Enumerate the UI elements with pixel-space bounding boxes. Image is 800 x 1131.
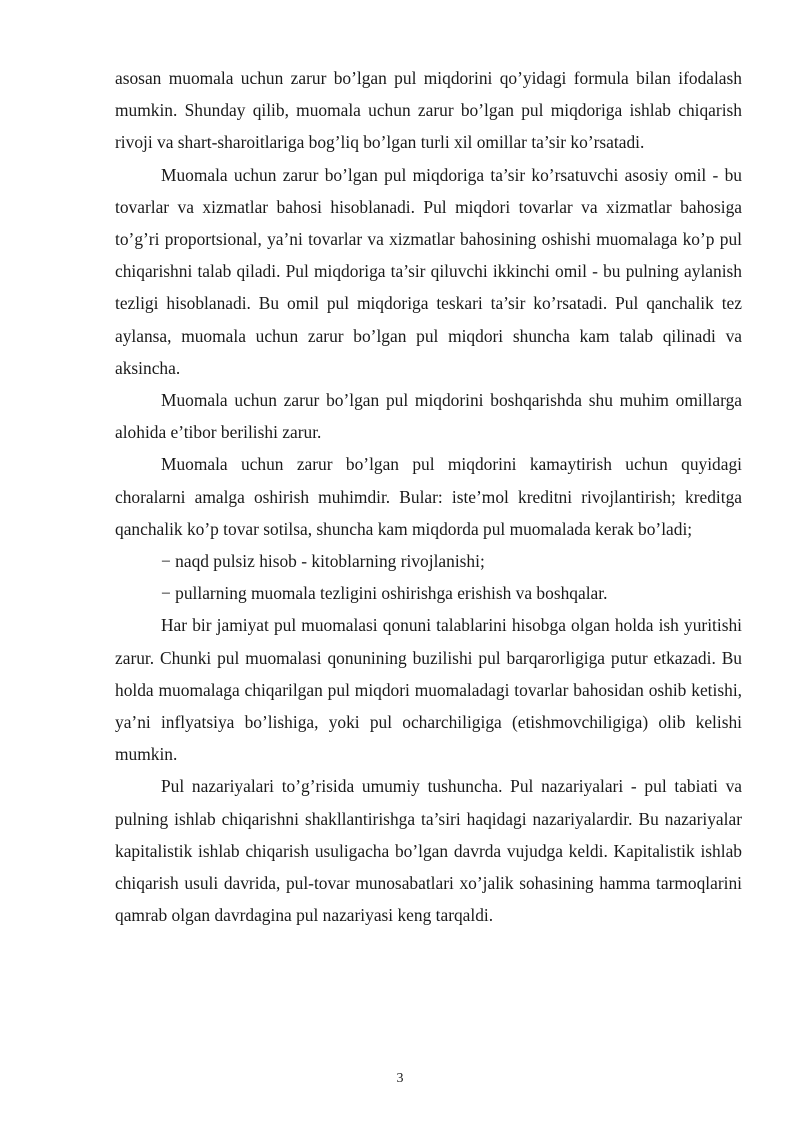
paragraph-1: asosan muomala uchun zarur bo’lgan pul miqdorini qo’yidagi formula bilan ifodalash mumkin. Shunday qilib, muomala uchun zarur bo’lgan pul miqdoriga ishlab chiqarish rivoji va shart-sharoitlariga bog’liq bo’lgan turli xil omillar ta’sir ko’rsatadi.	[115, 68, 742, 153]
paragraph-5: Har bir jamiyat pul muomalasi qonuni talablarini hisobga olgan holda ish yuritishi zarur. Chunki pul muomalasi qonunining buzilishi pul barqarorligiga putur etkazadi. Bu holda muomalaga chiqarilgan pul miqdori muomaladagi tovarlar bahosidan oshib ketishi, ya’ni inflyatsiya bo’lishiga, yoki pul ocharchiligiga (etishmovchiligiga) olib kelishi mumkin.	[115, 615, 742, 765]
list-item-2: − pullarning muomala tezligini oshirishga erishish va boshqalar.	[161, 583, 608, 604]
list-item-1: − naqd pulsiz hisob - kitoblarning rivojlanishi;	[161, 551, 485, 572]
paragraph-4: Muomala uchun zarur bo’lgan pul miqdorini kamaytirish uchun quyidagi choralarni amalga oshirish muhimdir. Bular: iste’mol kreditni rivojlantirish; kreditga qanchalik ko’p tovar sotilsa, shuncha kam miqdorda pul muomalada kerak bo’ladi;	[115, 454, 742, 539]
page-number: 3	[396, 1071, 404, 1086]
paragraph-6: Pul nazariyalari to’g’risida umumiy tushuncha. Pul nazariyalari - pul tabiati va pulning ishlab chiqarishni shakllantirishga ta’siri haqidagi nazariyalardir. Bu nazariyalar kapitalistik ishlab chiqarish usuligacha bo’lgan davrda vujudga keldi. Kapitalistik ishlab chiqarish usuli davrida, pul-tovar munosabatlari xo’jalik sohasining hamma tarmoqlarini qamrab olgan davrdagina pul nazariyasi keng tarqaldi.	[115, 776, 742, 926]
paragraph-2: Muomala uchun zarur bo’lgan pul miqdoriga ta’sir ko’rsatuvchi asosiy omil - bu tovarlar va xizmatlar bahosi hisoblanadi. Pul miqdori tovarlar va xizmatlar bahosiga to’g’ri proportsional, ya’ni tovarlar va xizmatlar bahosining oshishi muomalaga ko’p pul chiqarishni talab qiladi. Pul miqdoriga ta’sir qiluvchi ikkinchi omil - bu pulning aylanish tezligi hisoblanadi. Bu omil pul miqdoriga teskari ta’sir ko’rsatadi. Pul qanchalik tez aylansa, muomala uchun zarur bo’lgan pul miqdori shuncha kam talab qilinadi va aksincha.	[115, 164, 742, 378]
paragraph-3: Muomala uchun zarur bo’lgan pul miqdorini boshqarishda shu muhim omillarga alohida e’tibor berilishi zarur.	[115, 390, 742, 443]
document-page	[115, 62, 742, 931]
